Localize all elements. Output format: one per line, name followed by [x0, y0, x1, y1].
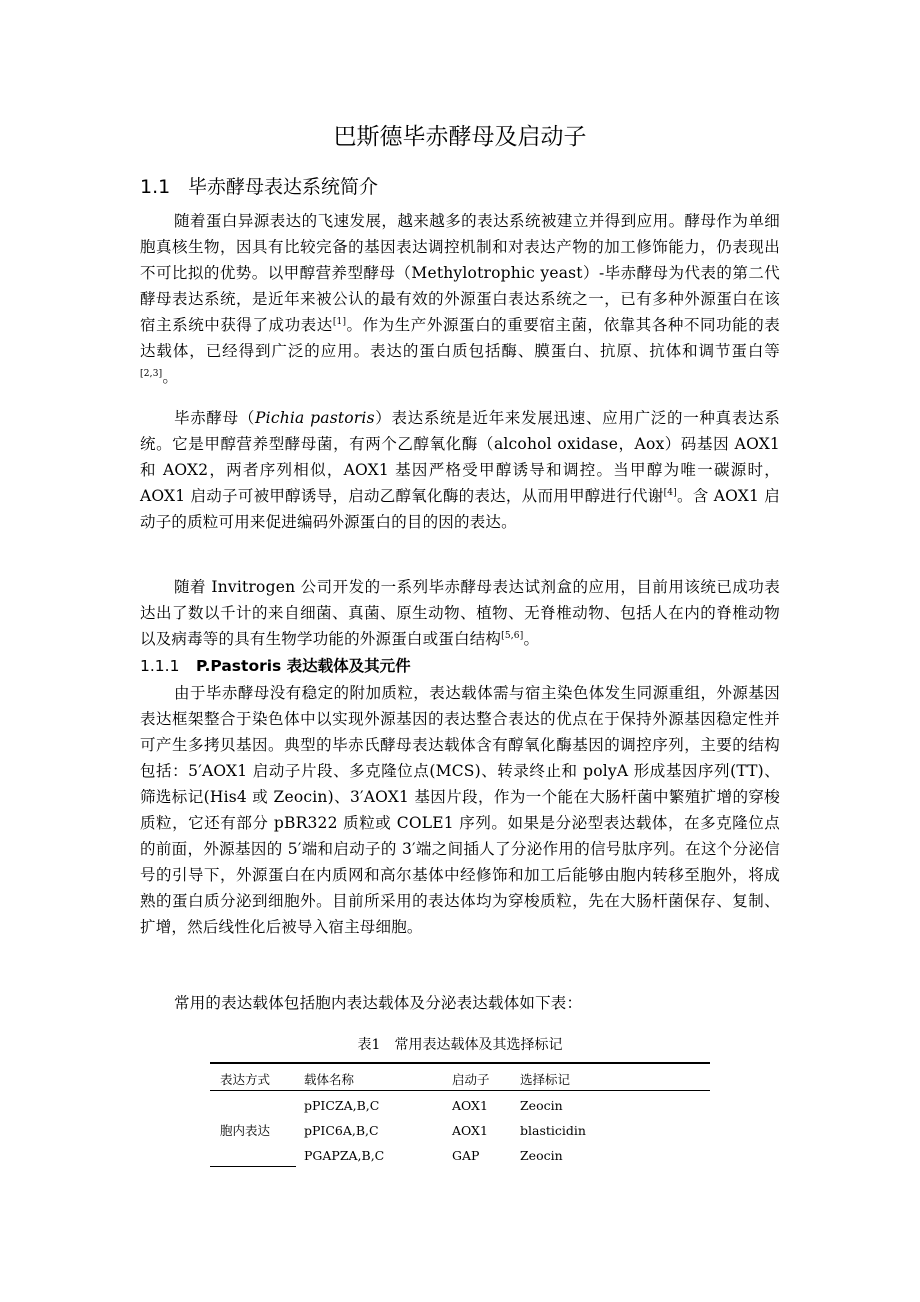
page-title: 巴斯德毕赤酵母及启动子 — [333, 124, 587, 150]
table-caption: 表1 常用表达载体及其选择标记 — [357, 1037, 563, 1053]
subsection-heading — [140, 654, 411, 676]
section-heading — [140, 172, 378, 199]
table-header-cell: 载体名称 — [304, 1072, 355, 1087]
table-cell: pPICZA,B,C — [304, 1098, 380, 1113]
table-cell: Zeocin — [520, 1148, 563, 1163]
paragraph-4: 由于毕赤酵母没有稳定的附加质粒，表达载体需与宿主染色体发生同源重组，外源基因表达框架整合于染色体中以实现外源基因的表达整合表达的优点在于保持外源基因稳定性并可产生多拷贝基因。典型的毕赤氏酵母表达载体含有醇氧化酶基因的调控序列，主要的结构包括：5′AOX1 启动子片段、多克隆位点(MCS)、转录终止和 polyA 形成基因序列(TT)、筛选标记(His4 或 Zeocin)、3′AOX1 基因片段，作为一个能在大肠杆菌中繁殖扩增的穿梭质粒，它还有部分 pBR322 质粒或 COLE1 序列。如果是分泌型表达载体，在多克隆位点的前面，外源基因的 5′端和启动子的 3′端之间插人了分泌作用的信号肽序列。在这个分泌信号的引导下，外源蛋白在内质网和高尔基体中经修饰和加工后能够由胞内转移至胞外，将成熟的蛋白质分泌到细胞外。目前所采用的表达体均为穿梭质粒，先在大肠杆菌保存、复制、扩增，然后线性化后被导入宿主母细胞。 — [140, 684, 780, 936]
table-cell: PGAPZA,B,C — [304, 1148, 385, 1163]
citation: [2,3] — [140, 368, 163, 379]
citation: [4] — [663, 487, 677, 498]
paragraph-3: 随着 Invitrogen 公司开发的一系列毕赤酵母表达试剂盒的应用，目前用该统已成功表达出了数以千计的来自细菌、真菌、原生动物、植物、无脊椎动物、包括人在内的脊椎动物以及病毒等的具有生物学功能的外源蛋白或蛋白结构[5,6]。 — [140, 578, 780, 648]
table-header-rule — [210, 1090, 710, 1091]
table-top-rule — [210, 1062, 710, 1064]
table-header-cell: 表达方式 — [220, 1072, 271, 1087]
subsection-title: P.Pastoris 表达载体及其元件 — [196, 657, 411, 675]
table-bottom-rule — [210, 1166, 296, 1167]
paragraph-2: 毕赤酵母（Pichia pastoris）表达系统是近年来发展迅速、应用广泛的一种真表达系统。它是甲醇营养型酵母菌，有两个乙醇氧化酶（alcohol oxidase，Aox）码基因 AOX1 和 AOX2，两者序列相似，AOX1 基因严格受甲醇诱导和调控。当甲醇为唯一碳源时，AOX1 启动子可被甲醇诱导，启动乙醇氧化酶的表达，从而用甲醇进行代谢[4]。含 AOX1 启动子的质粒可用来促进编码外源蛋白的目的因的表达。 — [140, 409, 780, 531]
table-header-cell: 选择标记 — [520, 1072, 571, 1087]
section-number: 1.1 — [140, 176, 171, 198]
table-cell: blasticidin — [520, 1123, 586, 1138]
subsection-number: 1.1.1 — [140, 657, 180, 675]
table-group-cell: 胞内表达 — [220, 1123, 271, 1138]
table-header-cell: 启动子 — [452, 1072, 490, 1087]
citation: [1] — [332, 316, 347, 327]
section-title: 毕赤酵母表达系统简介 — [188, 176, 379, 198]
table-cell: AOX1 — [452, 1123, 488, 1138]
table-cell: GAP — [452, 1148, 480, 1163]
table-cell: pPIC6A,B,C — [304, 1123, 379, 1138]
paragraph-5: 常用的表达载体包括胞内表达载体及分泌表达载体如下表： — [174, 994, 583, 1012]
table-cell: AOX1 — [452, 1098, 488, 1113]
table-cell: Zeocin — [520, 1098, 563, 1113]
citation: [5,6] — [501, 630, 524, 641]
paragraph-1: 随着蛋白异源表达的飞速发展，越来越多的表达系统被建立并得到应用。酵母作为单细胞真核生物，因具有比较完备的基因表达调控机制和对表达产物的加工修饰能力，仍表现出不可比拟的优势。以甲醇营养型酵母（Methylotrophic yeast）-毕赤酵母为代表的第二代酵母表达系统，是近年来被公认的最有效的外源蛋白表达系统之一，已有多种外源蛋白在该宿主系统中获得了成功表达[1]。作为生产外源蛋白的重要宿主菌，依靠其各种不同功能的表达载体，已经得到广泛的应用。表达的蛋白质包括酶、膜蛋白、抗原、抗体和调节蛋白等[2,3]。 — [140, 212, 780, 386]
